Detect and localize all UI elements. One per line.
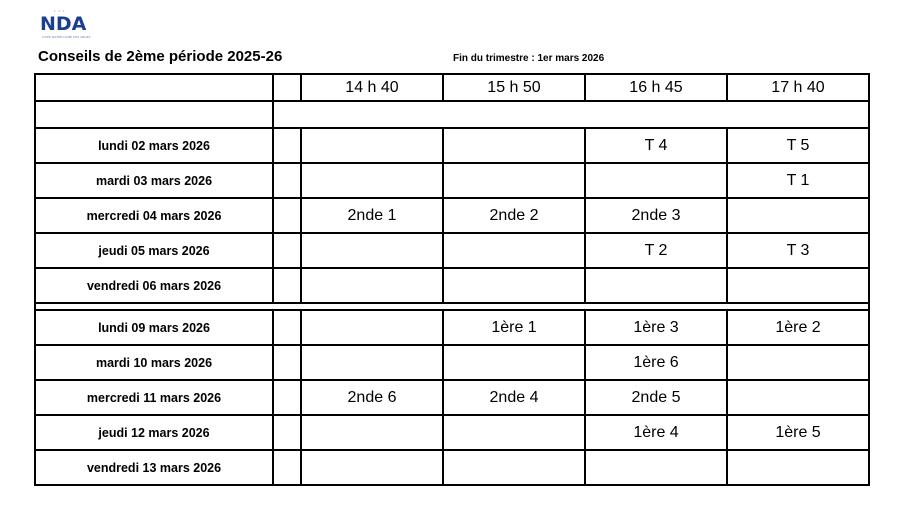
class-cell: 1ère 4 xyxy=(585,415,727,450)
class-cell xyxy=(585,450,727,485)
gap-cell xyxy=(273,380,301,415)
gap-cell xyxy=(273,450,301,485)
day-cell: mardi 03 mars 2026 xyxy=(35,163,273,198)
page-title: Conseils de 2ème période 2025-26 xyxy=(38,48,283,65)
class-cell: 1ère 1 xyxy=(443,310,585,345)
class-cell: T 3 xyxy=(727,233,869,268)
table-row xyxy=(35,128,869,163)
gap-cell xyxy=(273,345,301,380)
blank-row xyxy=(35,101,869,128)
class-cell: 1ère 6 xyxy=(585,345,727,380)
class-cell xyxy=(301,450,443,485)
time-slot-header: 17 h 40 xyxy=(727,74,869,101)
class-cell xyxy=(585,268,727,303)
day-cell: lundi 02 mars 2026 xyxy=(35,128,273,163)
table-row xyxy=(35,233,869,268)
class-cell xyxy=(301,310,443,345)
table-row xyxy=(35,268,869,303)
gap-cell xyxy=(273,163,301,198)
day-cell: vendredi 06 mars 2026 xyxy=(35,268,273,303)
school-logo xyxy=(40,8,102,42)
class-cell xyxy=(301,128,443,163)
class-cell: 2nde 2 xyxy=(443,198,585,233)
day-cell: mercredi 04 mars 2026 xyxy=(35,198,273,233)
class-cell: 2nde 4 xyxy=(443,380,585,415)
time-slot-header: 15 h 50 xyxy=(443,74,585,101)
header-row xyxy=(35,74,869,101)
class-cell xyxy=(301,345,443,380)
gap-cell xyxy=(273,233,301,268)
class-cell xyxy=(727,450,869,485)
term-end-note: Fin du trimestre : 1er mars 2026 xyxy=(453,53,605,64)
gap-cell xyxy=(273,310,301,345)
table-row xyxy=(35,310,869,345)
blank-span-cell xyxy=(273,101,869,128)
table-row xyxy=(35,163,869,198)
class-cell xyxy=(443,163,585,198)
class-cell xyxy=(727,380,869,415)
class-cell xyxy=(727,345,869,380)
class-cell: T 4 xyxy=(585,128,727,163)
corner-cell xyxy=(35,74,273,101)
day-cell: lundi 09 mars 2026 xyxy=(35,310,273,345)
gap-cell xyxy=(273,415,301,450)
class-cell xyxy=(727,268,869,303)
class-cell xyxy=(301,415,443,450)
class-cell: 1ère 3 xyxy=(585,310,727,345)
class-cell: T 5 xyxy=(727,128,869,163)
class-cell xyxy=(727,198,869,233)
class-cell xyxy=(443,415,585,450)
day-cell: jeudi 05 mars 2026 xyxy=(35,233,273,268)
class-cell: 2nde 1 xyxy=(301,198,443,233)
table-row xyxy=(35,380,869,415)
class-cell: 2nde 6 xyxy=(301,380,443,415)
blank-cell xyxy=(35,101,273,128)
table-row xyxy=(35,415,869,450)
gap-cell xyxy=(273,128,301,163)
day-cell: mardi 10 mars 2026 xyxy=(35,345,273,380)
class-cell xyxy=(443,268,585,303)
table-row xyxy=(35,450,869,485)
class-cell xyxy=(301,268,443,303)
week-separator-row xyxy=(35,303,869,310)
schedule-table xyxy=(34,73,870,486)
day-cell: mercredi 11 mars 2026 xyxy=(35,380,273,415)
week-separator xyxy=(35,303,869,310)
class-cell: 1ère 2 xyxy=(727,310,869,345)
class-cell xyxy=(301,233,443,268)
logo-dots: • • • xyxy=(54,8,66,13)
class-cell: 2nde 3 xyxy=(585,198,727,233)
day-cell: jeudi 12 mars 2026 xyxy=(35,415,273,450)
gap-cell xyxy=(273,268,301,303)
class-cell xyxy=(443,128,585,163)
class-cell xyxy=(443,450,585,485)
class-cell: 1ère 5 xyxy=(727,415,869,450)
logo-subtitle: LYCÉE NOTRE-DAME DES ANGES xyxy=(42,35,91,39)
class-cell xyxy=(301,163,443,198)
table-row xyxy=(35,345,869,380)
time-slot-header: 16 h 45 xyxy=(585,74,727,101)
gap-cell xyxy=(273,198,301,233)
table-row xyxy=(35,198,869,233)
day-cell: vendredi 13 mars 2026 xyxy=(35,450,273,485)
time-slot-header: 14 h 40 xyxy=(301,74,443,101)
class-cell xyxy=(585,163,727,198)
class-cell: 2nde 5 xyxy=(585,380,727,415)
class-cell: T 2 xyxy=(585,233,727,268)
logo-text: NDA xyxy=(40,13,87,35)
class-cell xyxy=(443,233,585,268)
class-cell: T 1 xyxy=(727,163,869,198)
class-cell xyxy=(443,345,585,380)
gap-cell xyxy=(273,74,301,101)
